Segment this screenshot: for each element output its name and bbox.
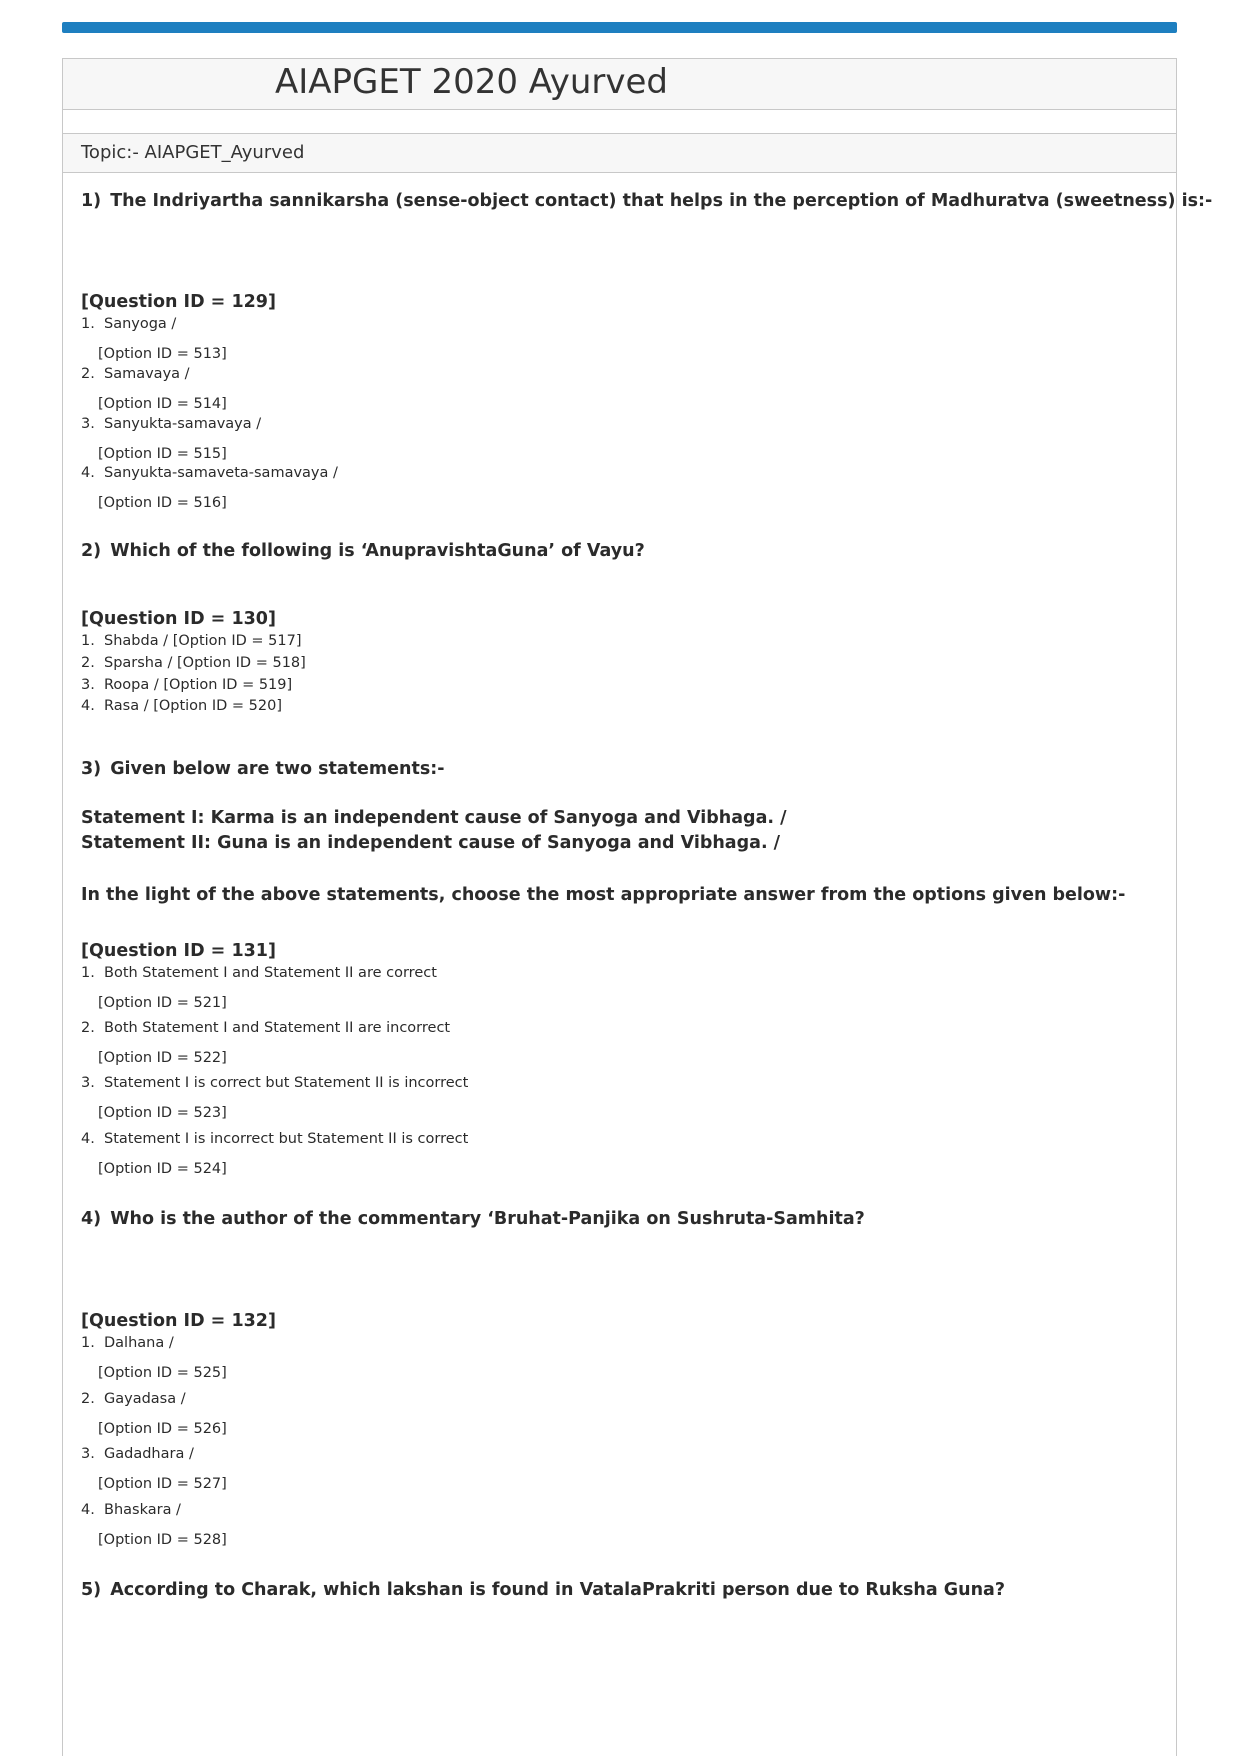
question-4-text: 4) Who is the author of the commentary ‘Bruhat-Panjika on Sushruta-Samhita? — [81, 1209, 865, 1229]
q2-option-3: 3. Roopa / [Option ID = 519] — [81, 677, 293, 693]
q4-option-3: 3. Gadadhara / — [81, 1446, 194, 1462]
q1-option-4-id: [Option ID = 516] — [98, 495, 227, 511]
q1-option-4: 4. Sanyukta-samaveta-samavaya / — [81, 465, 338, 481]
q1-option-3-id: [Option ID = 515] — [98, 446, 227, 462]
q3-option-1: 1. Both Statement I and Statement II are correct — [81, 965, 437, 981]
topic-box — [63, 134, 1176, 173]
question-3-text: 3) Given below are two statements:- — [81, 759, 445, 779]
q3-option-1-id: [Option ID = 521] — [98, 995, 227, 1011]
page-title: AIAPGET 2020 Ayurved — [275, 62, 669, 102]
q2-option-4: 4. Rasa / [Option ID = 520] — [81, 698, 282, 714]
q2-option-2: 2. Sparsha / [Option ID = 518] — [81, 655, 306, 671]
q4-option-4: 4. Bhaskara / — [81, 1502, 181, 1518]
q3-option-4: 4. Statement I is incorrect but Statement II is correct — [81, 1131, 469, 1147]
q4-option-1-id: [Option ID = 525] — [98, 1365, 227, 1381]
question-1-text: 1) The Indriyartha sannikarsha (sense-object contact) that helps in the perception of Madhuratva (sweetness) is:- — [81, 191, 1213, 211]
q3-option-2-id: [Option ID = 522] — [98, 1050, 227, 1066]
q4-option-3-id: [Option ID = 527] — [98, 1476, 227, 1492]
spacer-row — [63, 110, 1176, 134]
q4-option-2: 2. Gayadasa / — [81, 1391, 186, 1407]
q4-option-4-id: [Option ID = 528] — [98, 1532, 227, 1548]
q3-option-3: 3. Statement I is correct but Statement II is incorrect — [81, 1075, 469, 1091]
q1-option-1-id: [Option ID = 513] — [98, 346, 227, 362]
q1-option-2-id: [Option ID = 514] — [98, 396, 227, 412]
q4-option-2-id: [Option ID = 526] — [98, 1421, 227, 1437]
question-1-id: [Question ID = 129] — [81, 292, 276, 312]
q2-option-1: 1. Shabda / [Option ID = 517] — [81, 633, 302, 649]
q4-option-1: 1. Dalhana / — [81, 1335, 174, 1351]
q1-option-3: 3. Sanyukta-samavaya / — [81, 416, 262, 432]
question-5-text: 5) According to Charak, which lakshan is found in VatalaPrakriti person due to Ruksha Guna? — [81, 1580, 1006, 1600]
top-accent-bar — [62, 22, 1177, 33]
question-3-id: [Question ID = 131] — [81, 941, 276, 961]
question-3-instruction: In the light of the above statements, choose the most appropriate answer from the options given below:- — [81, 885, 1126, 905]
q3-option-2: 2. Both Statement I and Statement II are incorrect — [81, 1020, 451, 1036]
question-4-id: [Question ID = 132] — [81, 1311, 276, 1331]
q3-option-3-id: [Option ID = 523] — [98, 1105, 227, 1121]
question-2-text: 2) Which of the following is ‘AnupravishtaGuna’ of Vayu? — [81, 541, 645, 561]
document-frame — [62, 58, 1213, 1756]
title-box — [63, 59, 1176, 110]
question-3-statement-2: Statement II: Guna is an independent cause of Sanyoga and Vibhaga. / — [81, 833, 781, 853]
q3-option-4-id: [Option ID = 524] — [98, 1161, 227, 1177]
question-2-id: [Question ID = 130] — [81, 609, 276, 629]
topic-label: Topic:- AIAPGET_Ayurved — [81, 142, 305, 163]
question-3-statement-1: Statement I: Karma is an independent cause of Sanyoga and Vibhaga. / — [81, 808, 787, 828]
q1-option-1: 1. Sanyoga / — [81, 316, 177, 332]
q1-option-2: 2. Samavaya / — [81, 366, 190, 382]
